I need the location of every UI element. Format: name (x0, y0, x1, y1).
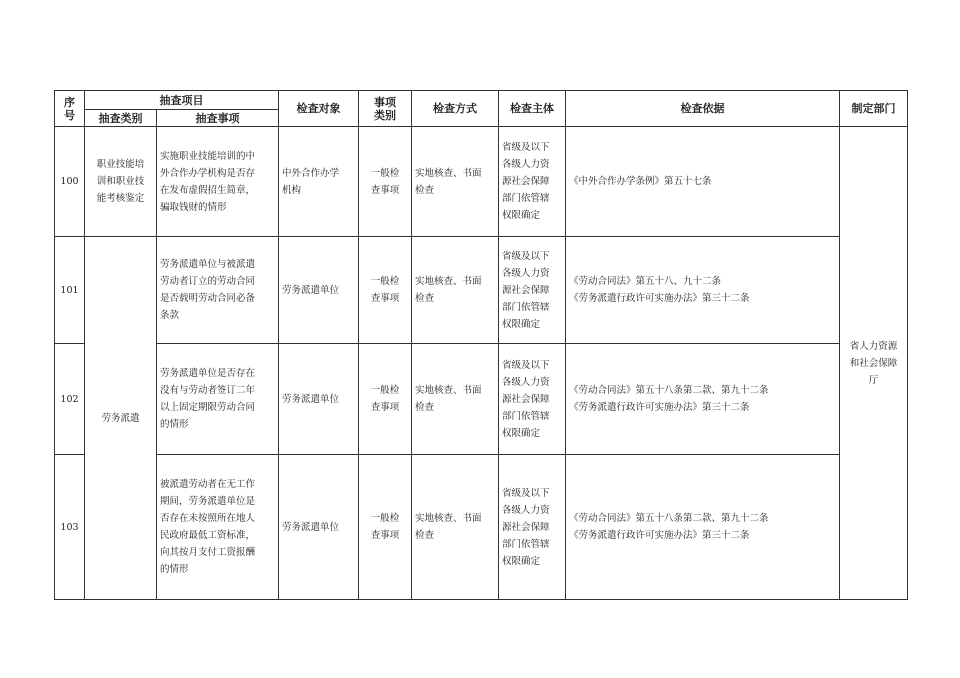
header-matter: 抽查事项 (157, 110, 279, 127)
basis-cell: 《劳动合同法》第五十八、九十二条 《劳务派遣行政许可实施办法》第三十二条 (566, 237, 840, 344)
row-number: 102 (55, 344, 85, 455)
matter-cell: 被派遣劳动者在无工作 期间，劳务派遣单位是 否存在未按照所在地人 民政府最低工资标准， 向其按月支付工资报酬 的情形 (157, 455, 279, 600)
type-cell: 一般检 查事项 (359, 237, 412, 344)
target-cell: 劳务派遣单位 (279, 455, 359, 600)
table-row (55, 237, 908, 344)
table-header (55, 91, 908, 127)
header-seq: 序 号 (55, 91, 85, 127)
header-method: 检查方式 (412, 91, 499, 127)
header-basis: 检查依据 (566, 91, 840, 127)
table-row (55, 344, 908, 455)
target-cell: 劳务派遣单位 (279, 237, 359, 344)
type-cell: 一般检 查事项 (359, 344, 412, 455)
basis-cell: 《劳动合同法》第五十八条第二款、第九十二条 《劳务派遣行政许可实施办法》第三十二条 (566, 455, 840, 600)
row-number: 100 (55, 127, 85, 237)
type-cell: 一般检 查事项 (359, 455, 412, 600)
department-cell: 省人力资源 和社会保障 厅 (840, 127, 908, 600)
header-category: 抽查类别 (85, 110, 157, 127)
table-row (55, 127, 908, 237)
header-subject: 检查主体 (499, 91, 566, 127)
inspection-table (54, 90, 908, 600)
subject-cell: 省级及以下 各级人力资 源社会保障 部门依管辖 权限确定 (499, 344, 566, 455)
header-item-group: 抽查项目 (85, 91, 279, 110)
category-cell-labor-dispatch: 劳务派遣 (85, 237, 157, 600)
target-cell: 中外合作办学 机构 (279, 127, 359, 237)
category-cell: 职业技能培 训和职业技 能考核鉴定 (85, 127, 157, 237)
subject-cell: 省级及以下 各级人力资 源社会保障 部门依管辖 权限确定 (499, 237, 566, 344)
table-body (55, 127, 908, 600)
header-target: 检查对象 (279, 91, 359, 127)
method-cell: 实地核查、书面 检查 (412, 344, 499, 455)
header-department: 制定部门 (840, 91, 908, 127)
type-cell: 一般检 查事项 (359, 127, 412, 237)
row-number: 103 (55, 455, 85, 600)
target-cell: 劳务派遣单位 (279, 344, 359, 455)
method-cell: 实地核查、书面 检查 (412, 127, 499, 237)
row-number: 101 (55, 237, 85, 344)
subject-cell: 省级及以下 各级人力资 源社会保障 部门依管辖 权限确定 (499, 455, 566, 600)
basis-cell: 《中外合作办学条例》第五十七条 (566, 127, 840, 237)
table-row (55, 455, 908, 600)
method-cell: 实地核查、书面 检查 (412, 455, 499, 600)
header-matter-type: 事项 类别 (359, 91, 412, 127)
matter-cell: 劳务派遣单位是否存在 没有与劳动者签订二年 以上固定期限劳动合同 的情形 (157, 344, 279, 455)
subject-cell: 省级及以下 各级人力资 源社会保障 部门依管辖 权限确定 (499, 127, 566, 237)
matter-cell: 劳务派遣单位与被派遣 劳动者订立的劳动合同 是否载明劳动合同必备 条款 (157, 237, 279, 344)
basis-cell: 《劳动合同法》第五十八条第二款、第九十二条 《劳务派遣行政许可实施办法》第三十二条 (566, 344, 840, 455)
method-cell: 实地核查、书面 检查 (412, 237, 499, 344)
matter-cell: 实施职业技能培训的中 外合作办学机构是否存 在发布虚假招生简章， 骗取钱财的情形 (157, 127, 279, 237)
